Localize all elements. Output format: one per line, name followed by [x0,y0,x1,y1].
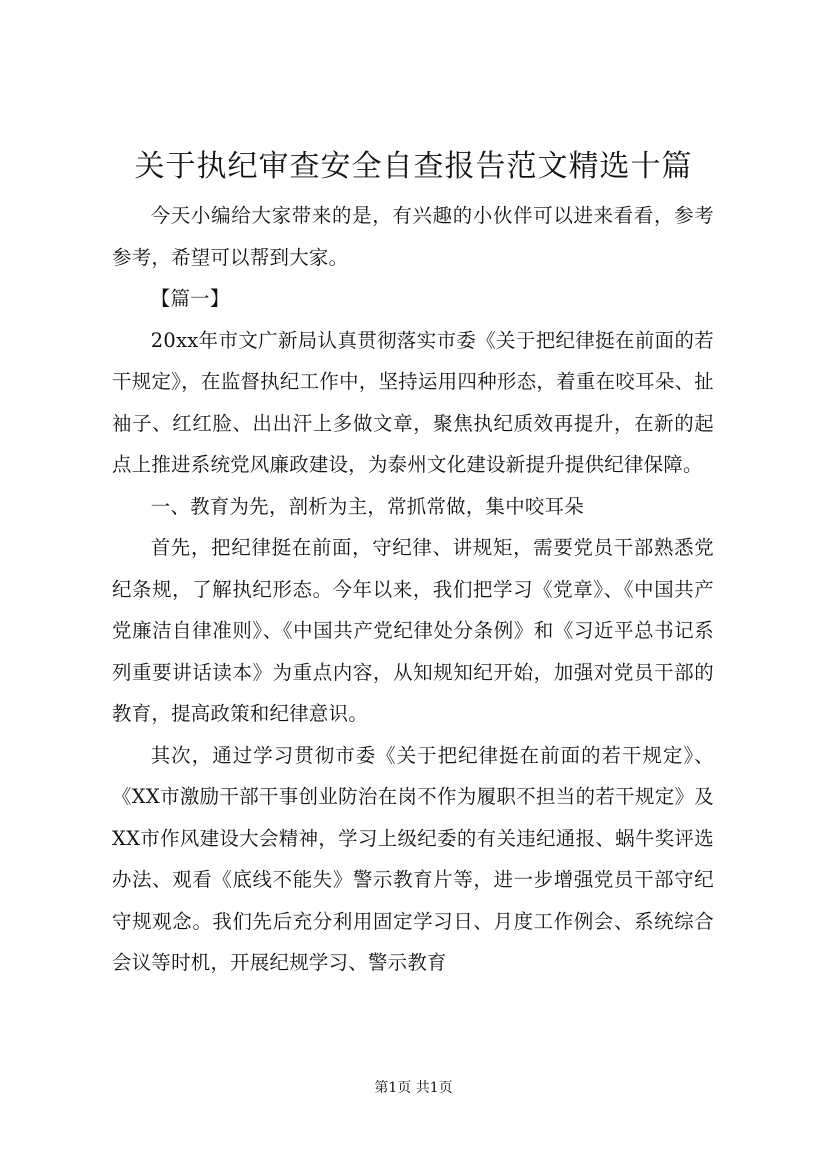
section-heading: 【篇一】 [150,287,230,310]
document-body [112,195,714,984]
document-title: 关于执纪审查安全自查报告范文精选十篇 [134,149,693,184]
body-paragraph: 20xx年市文广新局认真贯彻落实市委《关于把纪律挺在前面的若干规定》，在监督执纪工作中，坚持运用四种形态，着重在咬耳朵、扯袖子、红红脸、出出汗上多做文章，聚焦执纪质效再提升，在新的起点上推进系统党风廉政建设，为泰州文化建设新提升提供纪律保障。 [112,328,714,476]
body-paragraph: 其次，通过学习贯彻市委《关于把纪律挺在前面的若干规定》、《XX市激励干部干事创业防治在岗不作为履职不担当的若干规定》及XX市作风建设大会精神，学习上级纪委的有关违纪通报、蜗牛奖评选办法、观看《底线不能失》警示教育片等，进一步增强党员干部守纪守规观念。我们先后充分利用固定学习日、月度工作例会、系统综合会议等时机，开展纪规学习、警示教育 [112,743,714,974]
body-paragraph: 首先，把纪律挺在前面，守纪律、讲规矩，需要党员干部熟悉党纪条规，了解执纪形态。今年以来，我们把学习《党章》、《中国共产党廉洁自律准则》、《中国共产党纪律处分条例》和《习近平总书记系列重要讲话读本》为重点内容，从知规知纪开始，加强对党员干部的教育，提高政策和纪律意识。 [112,536,714,725]
page-number-footer: 第1页 共1页 [374,1080,453,1096]
intro-paragraph: 今天小编给大家带来的是，有兴趣的小伙伴可以进来看看，参考参考，希望可以帮到大家。 [112,204,714,269]
subsection-heading: 一、教育为先，剖析为主，常抓常做，集中咬耳朵 [150,494,584,518]
